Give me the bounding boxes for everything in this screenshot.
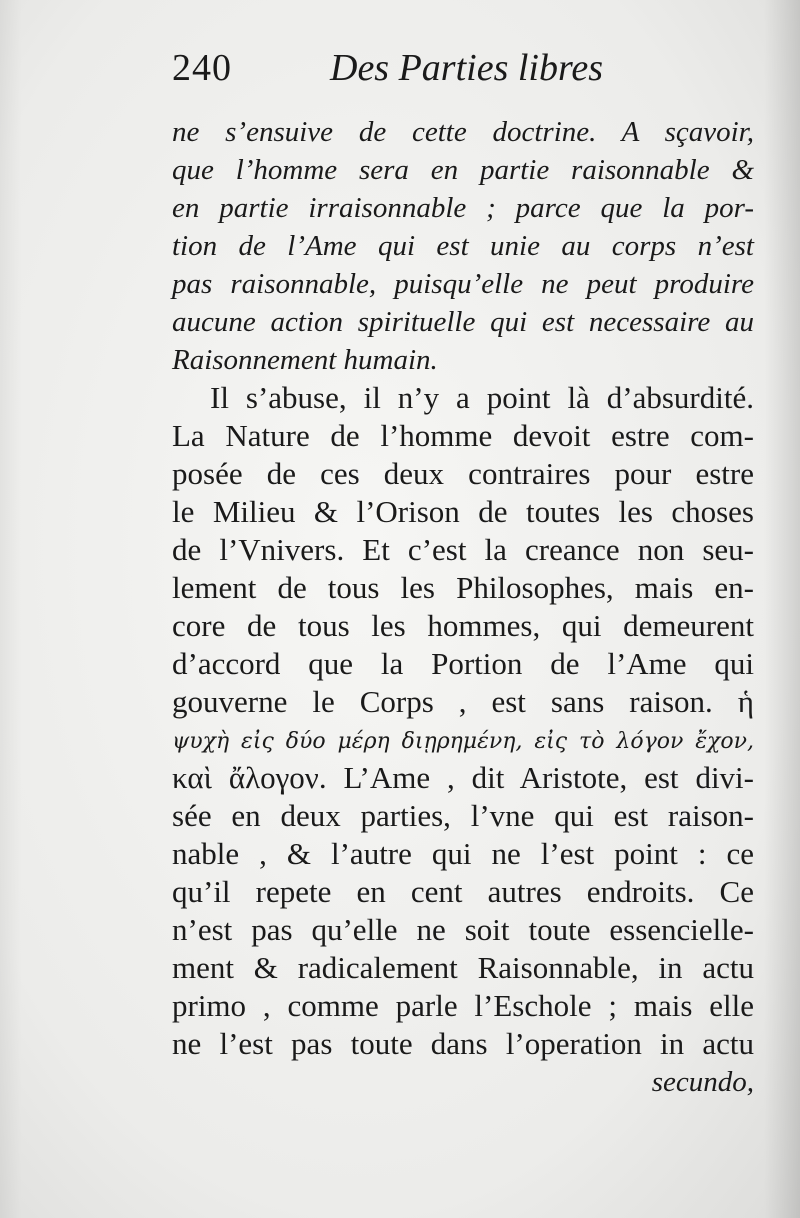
text-line: Raisonnement humain.	[172, 344, 438, 376]
text-line: le Milieu & l’Orison de toutes les choses	[172, 494, 754, 529]
page-number: 240	[172, 47, 232, 89]
text-line: aucune action spirituelle qui est necessaire au	[172, 306, 754, 338]
running-head: Des Parties libres	[330, 47, 604, 89]
text-line: qu’il repete en cent autres endroits. Ce	[172, 874, 754, 909]
text-line: gouverne le Corps , est sans raison. ἡ	[172, 684, 754, 719]
text-line: que l’homme sera en partie raisonnable &	[172, 154, 754, 186]
text-line: lement de tous les Philosophes, mais en-	[172, 570, 754, 605]
page-header	[172, 46, 652, 96]
text-line: ment & radicalement Raisonnable, in actu	[172, 950, 754, 985]
text-line: καὶ ἄλογον. L’Ame , dit Aristote, est divi-	[172, 760, 754, 795]
text-line: sée en deux parties, l’vne qui est raison-	[172, 798, 754, 833]
text-line: de l’Vnivers. Et c’est la creance non seu-	[172, 532, 754, 567]
catchword: secundo,	[651, 1066, 754, 1098]
text-line: nable , & l’autre qui ne l’est point : ce	[172, 836, 754, 871]
text-line: ne l’est pas toute dans l’operation in actu	[172, 1026, 754, 1061]
text-line: primo , comme parle l’Eschole ; mais elle	[172, 988, 754, 1023]
text-line: d’accord que la Portion de l’Ame qui	[172, 646, 754, 681]
text-line: Il s’abuse, il n’y a point là d’absurdité.	[210, 380, 754, 415]
text-line: ne s’ensuive de cette doctrine. A sçavoir,	[172, 116, 754, 148]
text-line: La Nature de l’homme devoit estre com-	[172, 418, 754, 453]
page-edge-shadow	[0, 0, 22, 1218]
text-line: en partie irraisonnable ; parce que la por-	[172, 192, 754, 224]
greek-text-line: ψυχὴ εἰς δύο μέρη διῃρημένη, εἰς τὸ λόγον ἔχον,	[172, 729, 754, 754]
text-line: tion de l’Ame qui est unie au corps n’est	[172, 230, 754, 262]
text-line: n’est pas qu’elle ne soit toute essencielle-	[172, 912, 754, 947]
text-line: pas raisonnable, puisqu’elle ne peut produire	[172, 268, 754, 300]
text-line: core de tous les hommes, qui demeurent	[172, 608, 754, 643]
gutter-shadow	[764, 0, 800, 1218]
text-line: posée de ces deux contraires pour estre	[172, 456, 754, 491]
